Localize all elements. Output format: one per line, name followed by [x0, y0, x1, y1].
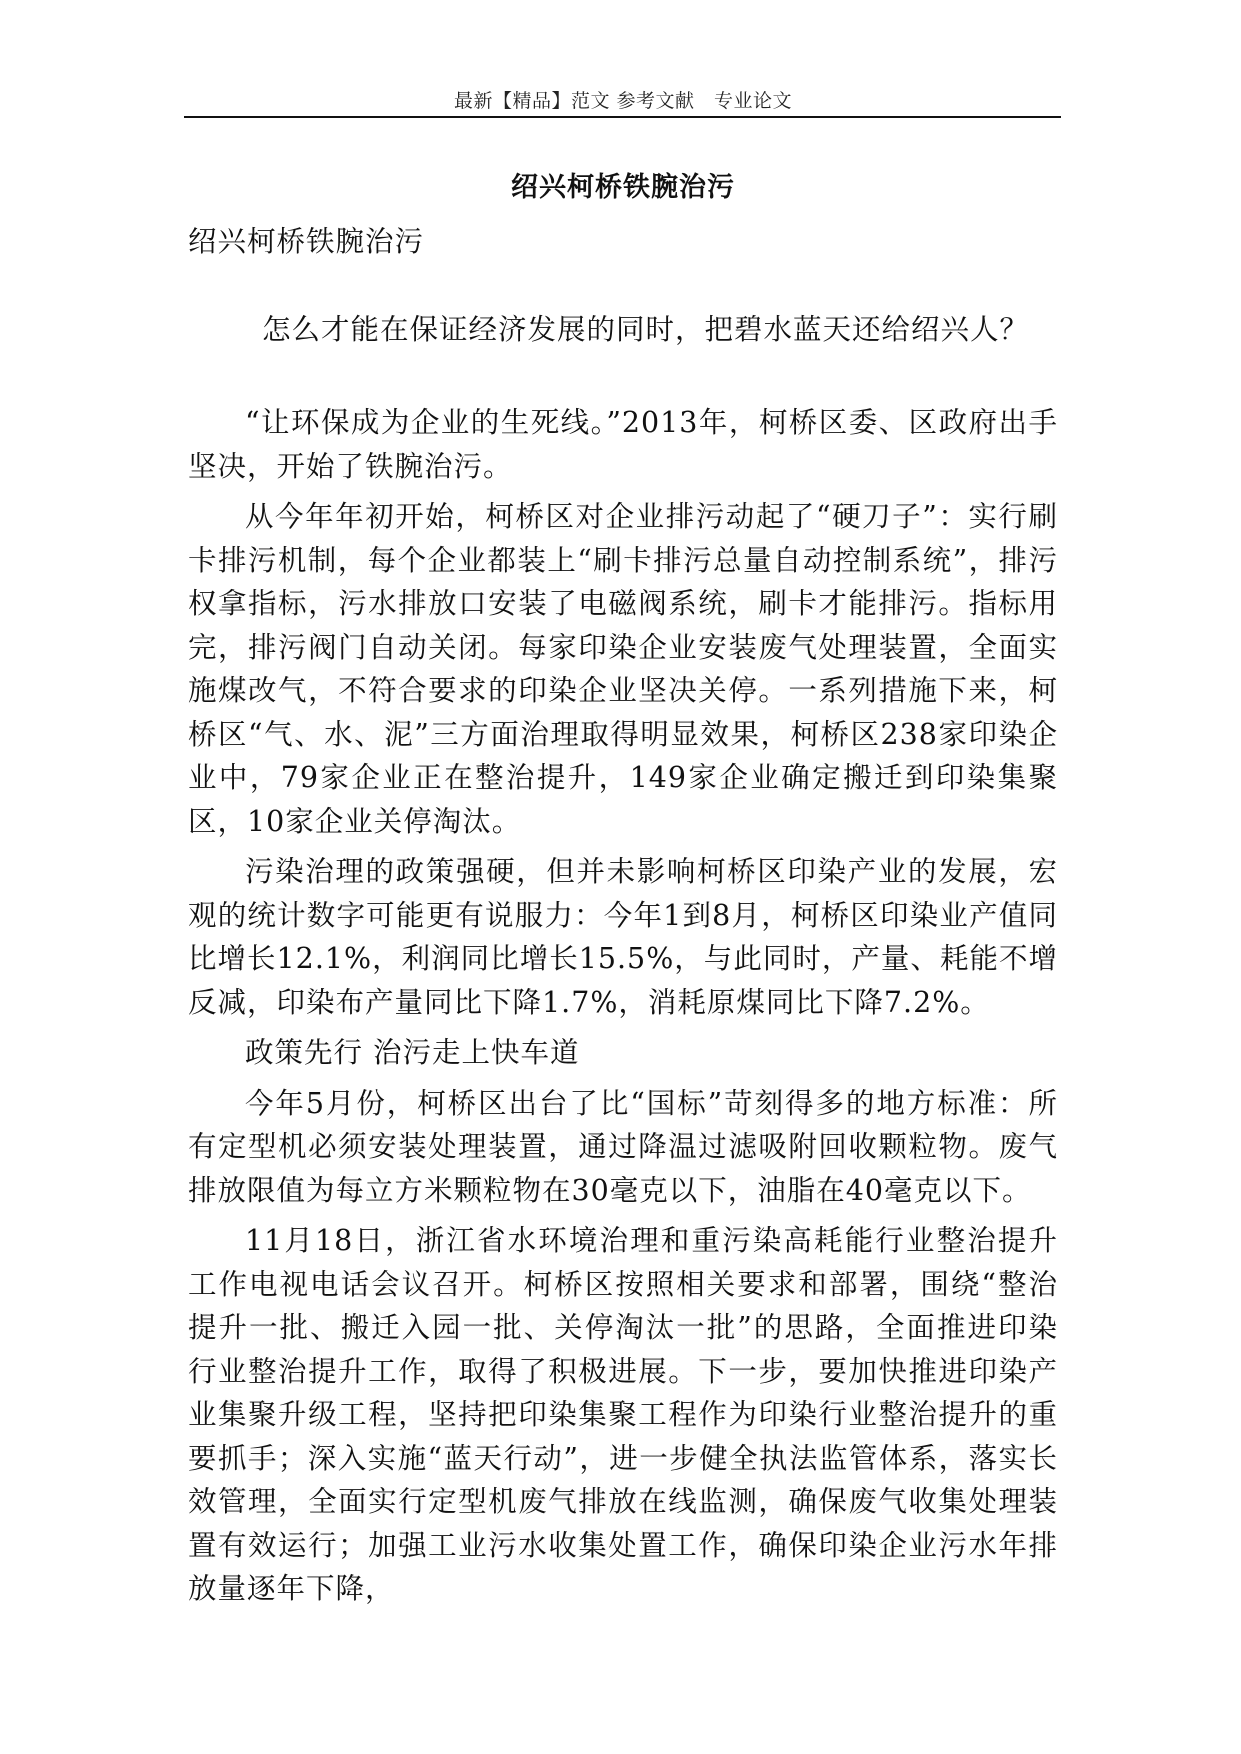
page-header: 最新【精品】范文 参考文献 专业论文	[453, 90, 793, 112]
header-divider	[184, 116, 1061, 118]
paragraph-1: “让环保成为企业的生死线。”2013年，柯桥区委、区政府出手坚决，开始了铁腕治污。	[188, 406, 1058, 483]
document-body	[188, 220, 1058, 1611]
paragraph-5: 11月18日，浙江省水环境治理和重污染高耗能行业整治提升工作电视电话会议召开。柯桥区按照相关要求和部署，围绕“整治提升一批、搬迁入园一批、关停淘汰一批”的思路，全面推进印染行业整治提升工作，取得了积极进展。下一步，要加快推进印染产业集聚升级工程，坚持把印染集聚工程作为印染行业整治提升的重要抓手；深入实施“蓝天行动”，进一步健全执法监管体系，落实长效管理，全面实行定型机废气排放在线监测，确保废气收集处理装置有效运行；加强工业污水收集处置工作，确保印染企业污水年排放量逐年下降，	[188, 1224, 1058, 1605]
paragraph-3: 污染治理的政策强硬，但并未影响柯桥区印染产业的发展，宏观的统计数字可能更有说服力：今年1到8月，柯桥区印染业产值同比增长12.1%，利润同比增长15.5%，与此同时，产量、耗能不增反减，印染布产量同比下降1.7%，消耗原煤同比下降7.2%。	[188, 855, 1058, 1019]
document-title: 绍兴柯桥铁腕治污	[511, 172, 735, 203]
section-heading: 政策先行 治污走上快车道	[245, 1036, 580, 1069]
document-subtitle: 绍兴柯桥铁腕治污	[188, 225, 425, 258]
lead-question: 怎么才能在保证经济发展的同时，把碧水蓝天还给绍兴人？	[262, 312, 1030, 346]
paragraph-4: 今年5月份，柯桥区出台了比“国标”苛刻得多的地方标准：所有定型机必须安装处理装置，通过降温过滤吸附回收颗粒物。废气排放限值为每立方米颗粒物在30毫克以下，油脂在40毫克以下。	[188, 1086, 1058, 1207]
paragraph-2: 从今年年初开始，柯桥区对企业排污动起了“硬刀子”：实行刷卡排污机制，每个企业都装上“刷卡排污总量自动控制系统”，排污权拿指标，污水排放口安装了电磁阀系统，刷卡才能排污。指标用完，排污阀门自动关闭。每家印染企业安装废气处理装置，全面实施煤改气，不符合要求的印染企业坚决关停。一系列措施下来，柯桥区“气、水、泥”三方面治理取得明显效果，柯桥区238家印染企业中，79家企业正在整治提升，149家企业确定搬迁到印染集聚区，10家企业关停淘汰。	[188, 500, 1058, 838]
